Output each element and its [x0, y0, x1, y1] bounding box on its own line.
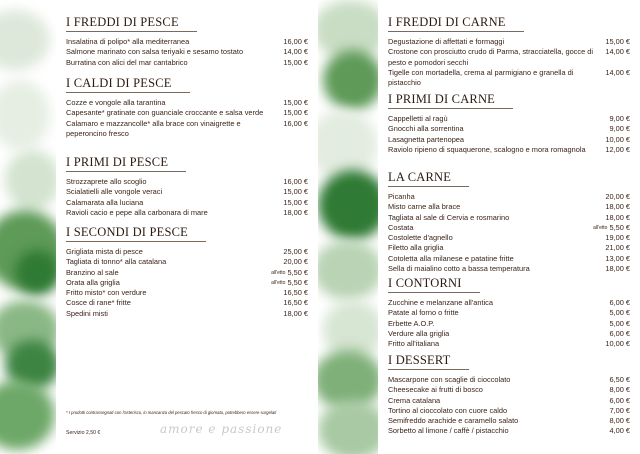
item-name: Insalatina di polipo* alla mediterranea [66, 37, 190, 46]
item-price: 13,00 € [605, 253, 630, 263]
menu-item [388, 68, 630, 89]
item-name: Cheesecake ai frutti di bosco [388, 385, 483, 395]
item-price: 18,00 € [605, 212, 630, 222]
item-name: Picanha [388, 192, 415, 201]
item-price: 9,00 € [609, 114, 630, 123]
item-price: 12,00 € [605, 144, 630, 154]
menu-item [388, 298, 630, 308]
menu-item [388, 416, 630, 426]
item-price: 20,00 € [283, 257, 308, 267]
menu-item [66, 247, 308, 257]
item-list [388, 375, 630, 437]
item-name: Costata [388, 222, 414, 232]
watercolor-decoration-center [318, 0, 380, 454]
section-caldi-di-pesce [66, 74, 308, 139]
menu-item [66, 198, 308, 208]
item-price: 6,00 € [609, 328, 630, 338]
item-name: Salmone marinato con salsa teriyaki e sesamo tostato [66, 47, 244, 57]
menu-item [388, 47, 630, 68]
section-title: I CALDI DI PESCE [66, 76, 190, 93]
section-title: I DESSERT [388, 353, 469, 370]
menu-item [66, 309, 308, 319]
item-name: Erbette A.O.P. [388, 318, 435, 328]
menu-item [388, 192, 630, 202]
item-price: 6,00 € [609, 395, 630, 405]
menu-item [66, 288, 308, 298]
item-price: 18,00 € [283, 308, 308, 318]
item-name: Semifreddo arachide e caramello salato [388, 416, 519, 426]
item-price: 4,00 € [609, 426, 630, 436]
menu-item [388, 385, 630, 395]
item-name: Lasagnetta partenopea [388, 134, 465, 144]
item-name: Verdure alla griglia [388, 328, 450, 338]
item-price: 14,00 € [605, 47, 630, 57]
section-title: I PRIMI DI CARNE [388, 92, 513, 109]
menu-item [66, 98, 308, 108]
item-name: Calamarata alla luciana [66, 197, 144, 207]
item-price: 15,00 € [283, 197, 308, 207]
item-name: Raviolo ripieno di squaquerone, scalogno e mora romagnola [388, 144, 586, 154]
item-price: 18,00 € [605, 264, 630, 274]
price-value: 5,50 € [287, 277, 308, 287]
menu-item [66, 298, 308, 308]
menu-item [66, 208, 308, 218]
item-name: Zucchine e melanzane all'antica [388, 298, 493, 307]
signature-text: amore e passione [160, 422, 283, 436]
item-price: 9,00 € [609, 124, 630, 134]
item-name: Tortino al cioccolato con cuore caldo [388, 405, 508, 415]
section-freddi-di-pesce [66, 13, 308, 68]
menu-item [388, 223, 630, 233]
item-price: 8,00 € [609, 416, 630, 426]
item-price: 16,50 € [283, 288, 308, 298]
menu-item [388, 233, 630, 243]
section-freddi-di-carne [388, 13, 630, 88]
price-prefix: all'etto [271, 279, 286, 286]
item-price: 16,50 € [283, 298, 308, 308]
section-la-carne [388, 168, 630, 274]
item-price: 16,00 € [283, 118, 308, 128]
section-title: I FREDDI DI CARNE [388, 15, 524, 32]
item-price: 5,00 € [609, 308, 630, 318]
item-name: Tagliata di tonno* alla catalana [66, 257, 167, 267]
item-name: Cappelletti al ragù [388, 114, 448, 123]
menu-item [66, 108, 308, 118]
item-price: 10,00 € [605, 339, 630, 349]
item-price: 5,00 € [609, 318, 630, 328]
menu-item [388, 145, 630, 155]
menu-item [388, 319, 630, 329]
menu-item [66, 37, 308, 47]
item-name: Gnocchi alla sorrentina [388, 124, 464, 134]
menu-item [66, 58, 308, 68]
menu-item [66, 119, 308, 140]
menu-page-left [58, 0, 318, 454]
section-title: I PRIMI DI PESCE [66, 155, 186, 172]
item-price: 25,00 € [283, 247, 308, 256]
price-value: 5,50 € [287, 267, 308, 277]
item-price: 14,00 € [605, 67, 630, 77]
item-price: 7,00 € [609, 405, 630, 415]
item-price: 14,00 € [283, 47, 308, 57]
item-price: 20,00 € [605, 192, 630, 201]
menu-item [66, 268, 308, 278]
item-name: Mascarpone con scaglie di cioccolato [388, 375, 511, 384]
item-name: Costolette d'agnello [388, 233, 453, 243]
menu-page-right [380, 0, 640, 454]
item-name: Crema catalana [388, 395, 441, 405]
section-primi-di-carne [388, 90, 630, 155]
item-name: Cosce di rane* fritte [66, 298, 131, 308]
item-price: 15,00 € [283, 98, 308, 107]
item-name: Patate al forno o fritte [388, 308, 459, 318]
item-name: Ravioli cacio e pepe alla carbonara di mare [66, 207, 208, 217]
menu-item [66, 187, 308, 197]
item-name: Sorbetto al limone / caffè / pistacchio [388, 426, 509, 436]
menu-item [388, 426, 630, 436]
menu-item [388, 329, 630, 339]
menu-item [388, 213, 630, 223]
item-name: Cozze e vongole alla tarantina [66, 98, 166, 107]
item-name: Fritto misto* con verdure [66, 288, 147, 298]
menu-item [388, 135, 630, 145]
menu-item [388, 375, 630, 385]
item-list [66, 247, 308, 319]
item-list [66, 37, 308, 68]
watercolor-decoration-left [0, 0, 58, 454]
item-name: Burratina con alici del mar cantabrico [66, 57, 188, 67]
item-name: Cotoletta alla milanese e patatine fritte [388, 253, 514, 263]
item-price: 15,00 € [283, 57, 308, 67]
item-price [593, 223, 630, 233]
item-price: 16,00 € [283, 177, 308, 186]
item-name: Tigelle con mortadella, crema al parmigiano e granella di pistacchio [388, 67, 574, 88]
item-price: 15,00 € [283, 108, 308, 118]
menu-item [66, 278, 308, 288]
menu-item [388, 202, 630, 212]
item-price: 6,50 € [609, 375, 630, 384]
item-list [66, 177, 308, 218]
item-price: 18,00 € [605, 202, 630, 212]
item-price: 16,00 € [283, 37, 308, 46]
item-name: Scialatielli alle vongole veraci [66, 187, 163, 197]
menu-item [66, 257, 308, 267]
item-name: Branzino al sale [66, 267, 119, 277]
item-name: Misto carne alla brace [388, 202, 461, 212]
price-prefix: all'etto [593, 224, 608, 231]
item-price: 19,00 € [605, 233, 630, 243]
menu-item [388, 254, 630, 264]
item-list [66, 98, 308, 139]
section-dessert [388, 351, 630, 437]
item-name: Capesante* gratinate con guanciale croccante e salsa verde [66, 108, 264, 118]
menu-item [388, 308, 630, 318]
menu-item [66, 47, 308, 57]
price-prefix: all'etto [271, 269, 286, 276]
price-value: 5,50 € [609, 222, 630, 232]
item-price: 8,00 € [609, 385, 630, 395]
item-name: Calamaro e mazzancolle* alla brace con vinaigrette e peperoncino fresco [66, 118, 241, 138]
item-name: Tagliata al sale di Cervia e rosmarino [388, 212, 510, 222]
item-price [271, 278, 308, 288]
item-name: Crostone con prosciutto crudo di Parma, stracciatella, gocce di pesto e pomodori secchi [388, 47, 593, 67]
menu-item [388, 339, 630, 349]
item-price: 21,00 € [605, 243, 630, 253]
item-price: 6,00 € [609, 298, 630, 307]
section-contorni [388, 274, 630, 349]
item-price: 15,00 € [283, 187, 308, 197]
item-name: Grigliata mista di pesce [66, 247, 143, 256]
menu-item [388, 37, 630, 47]
section-title: I SECONDI DI PESCE [66, 225, 206, 242]
item-name: Degustazione di affettati e formaggi [388, 37, 505, 46]
menu-item [66, 177, 308, 187]
menu-item [388, 124, 630, 134]
menu-item [388, 114, 630, 124]
item-price: 10,00 € [605, 134, 630, 144]
item-name: Spedini misti [66, 308, 108, 318]
menu-item [388, 264, 630, 274]
item-list [388, 37, 630, 88]
item-name: Filetto alla griglia [388, 243, 444, 253]
menu-item [388, 396, 630, 406]
section-primi-di-pesce [66, 153, 308, 218]
menu-item [388, 243, 630, 253]
item-price: 18,00 € [283, 207, 308, 217]
item-name: Orata alla griglia [66, 277, 120, 287]
item-price [271, 268, 308, 278]
item-name: Strozzaprete allo scoglio [66, 177, 147, 186]
item-list [388, 192, 630, 274]
section-secondi-di-pesce [66, 223, 308, 319]
item-price: 15,00 € [605, 37, 630, 46]
item-list [388, 114, 630, 155]
section-title: I FREDDI DI PESCE [66, 15, 197, 32]
item-name: Fritto all'italiana [388, 339, 440, 349]
service-charge: Servizio 2,50 € [66, 430, 101, 436]
section-title: LA CARNE [388, 170, 469, 187]
menu-item [388, 406, 630, 416]
item-list [388, 298, 630, 349]
footnote: * I prodotti contrassegnati con l'asterisco, in mancanza del pescato fresco di giornata, potrebbero essere surgelati [66, 410, 277, 415]
item-name: Sella di maialino cotto a bassa temperatura [388, 264, 530, 274]
section-title: I CONTORNI [388, 276, 480, 293]
